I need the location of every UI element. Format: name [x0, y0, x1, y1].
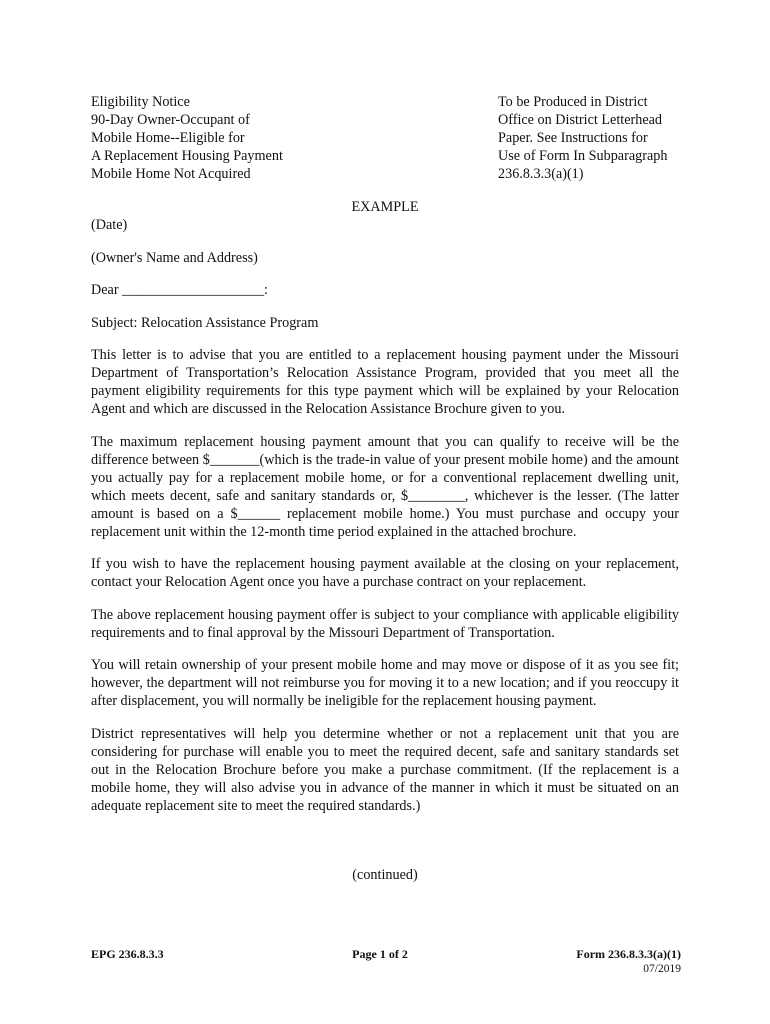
page-footer — [91, 947, 681, 987]
subject-line: Subject: Relocation Assistance Program — [91, 314, 319, 331]
paragraph-compliance: The above replacement housing payment offer is subject to your compliance with applicable eligibility requirements and to final approval by the Missouri Department of Transportation. — [91, 606, 679, 641]
paragraph-maximum-payment: The maximum replacement housing payment amount that you can qualify to receive will be the difference between $_______(which is the trade-in value of your present mobile home) and the amount you actually pay for a replacement mobile home, or for a conventional replacement dwelling unit, which meets decent, safe and sanitary standards or, $________, whichever is the lesser. (The latter amount is based on a $______ replacement mobile home.) You must purchase and occupy your replacement unit within the 12-month time period explained in the attached brochure. — [91, 433, 679, 540]
footer-form-number: Form 236.8.3.3(a)(1) — [576, 947, 681, 961]
continued-label: (continued) — [352, 867, 418, 883]
header-right-line: 236.8.3.3(a)(1) — [498, 166, 584, 182]
example-label: EXAMPLE — [351, 199, 419, 215]
paragraph-closing: If you wish to have the replacement housing payment available at the closing on your replacement, contact your Relocation Agent once you have a purchase contract on your replacement. — [91, 556, 679, 590]
footer-date: 07/2019 — [643, 963, 681, 975]
header-right-line: To be Produced in District — [498, 94, 648, 110]
paragraph-district-help: District representatives will help you determine whether or not a replacement unit that you are considering for purchase will enable you to meet the required decent, safe and sanitary standards set out in the Relocation Brochure before you make a purchase commitment. (If the replacement is a mobile home, they will also advise you in advance of the manner in which it must be situated on an adequate replacement site to meet the required standards.) — [91, 725, 679, 814]
letter-body — [91, 216, 679, 829]
header-left-block — [91, 93, 391, 183]
date-placeholder: (Date) — [91, 217, 128, 233]
header-right-block — [498, 93, 698, 183]
header-right-line: Use of Form In Subparagraph — [498, 148, 668, 164]
paragraph-intro: This letter is to advise that you are entitled to a replacement housing payment under the Missouri Department of Transportation’s Relocation Assistance Program, provided that you meet all the payment eligibility requirements for this type payment which will be explained by your Relocation Agent and which are discussed in the Relocation Assistance Brochure given to you. — [91, 347, 679, 417]
paragraph-ownership: You will retain ownership of your present mobile home and may move or dispose of it as you see fit; however, the department will not reimburse you for moving it to a new location; and if you reoccupy it after displacement, you will normally be ineligible for the replacement housing payment. — [91, 657, 679, 709]
header-left-line: Mobile Home--Eligible for — [91, 130, 245, 146]
header-right-line: Paper. See Instructions for — [498, 130, 648, 146]
header-left-line: Eligibility Notice — [91, 94, 190, 110]
header-left-line: Mobile Home Not Acquired — [91, 166, 251, 182]
footer-epg-ref: EPG 236.8.3.3 — [91, 947, 164, 961]
header-left-line: A Replacement Housing Payment — [91, 148, 283, 164]
header-left-line: 90-Day Owner-Occupant of — [91, 112, 250, 128]
owner-placeholder: (Owner's Name and Address) — [91, 249, 258, 266]
footer-page-number: Page 1 of 2 — [352, 947, 408, 961]
salutation: Dear ____________________: — [91, 282, 268, 298]
header-right-line: Office on District Letterhead — [498, 112, 663, 128]
